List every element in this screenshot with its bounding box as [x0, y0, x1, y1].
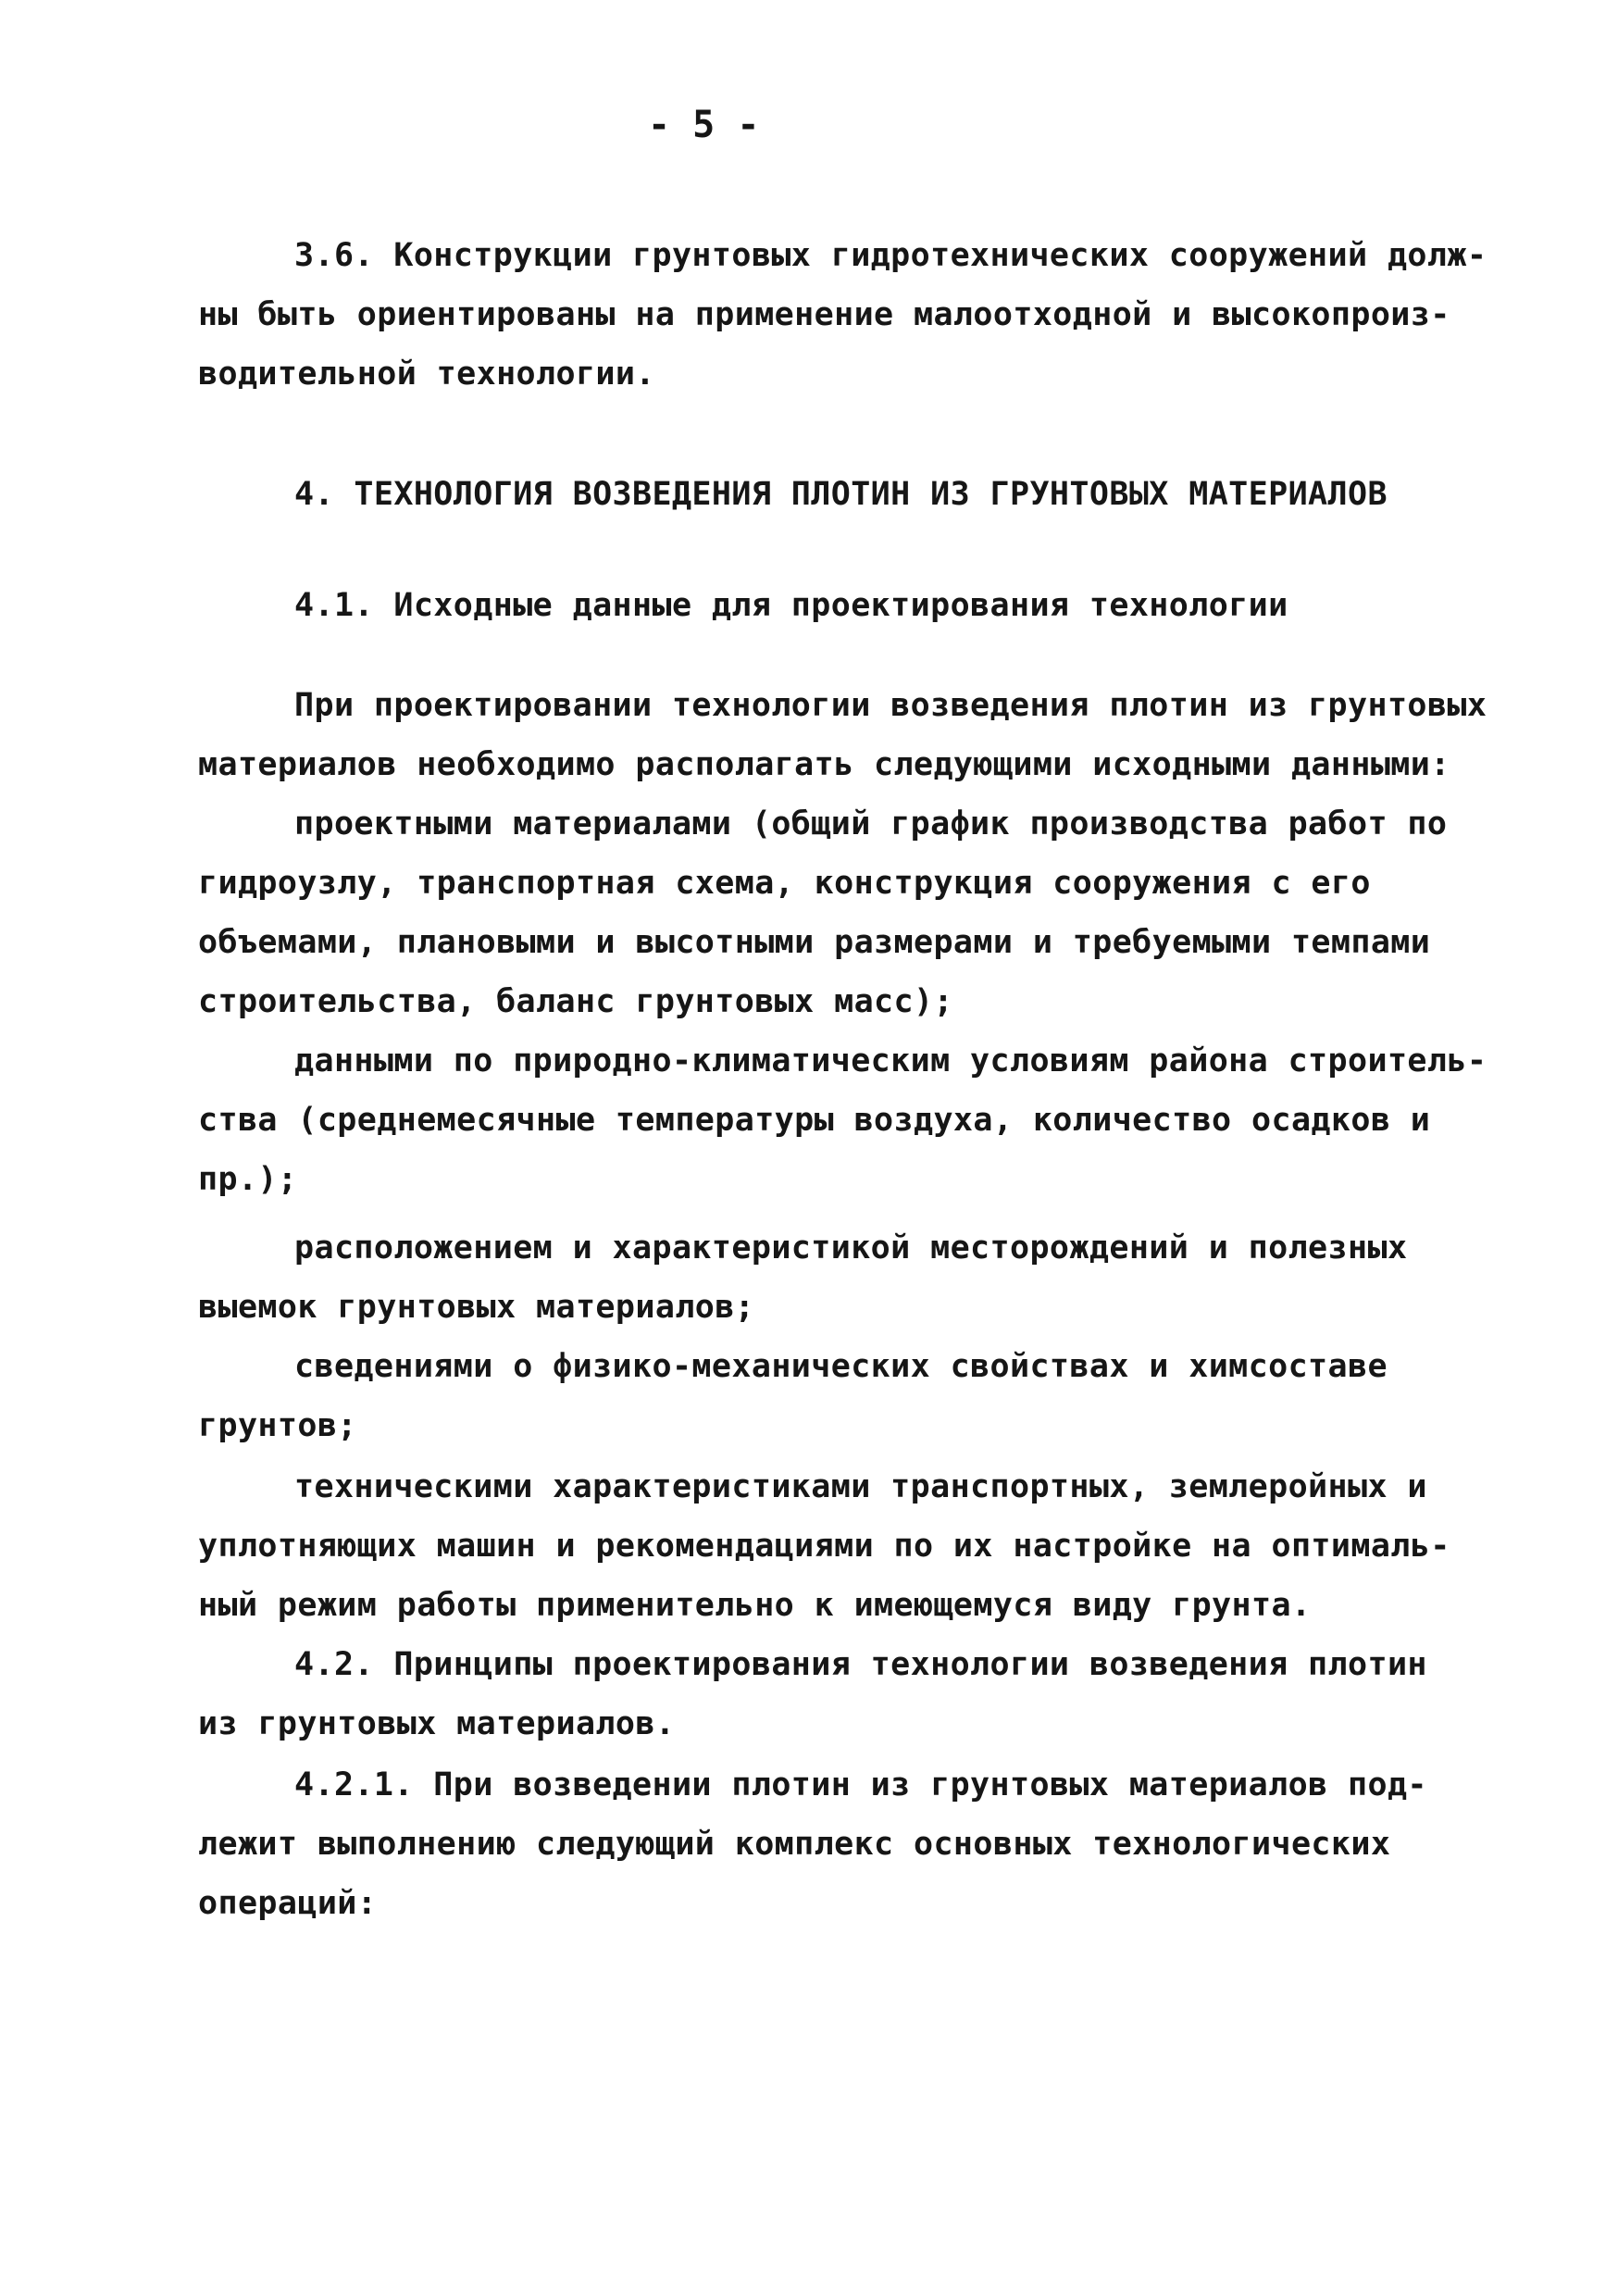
list-item-climate-data-line-1: данными по природно-климатическим условиям района строитель-: [294, 1042, 1487, 1079]
paragraph-3-6-line-3: водительной технологии.: [198, 356, 655, 393]
list-item-soil-properties-line-1: сведениями о физико-механических свойствах и химсоставе: [294, 1348, 1388, 1385]
list-item-soil-properties-line-2: грунтов;: [198, 1407, 357, 1444]
list-item-machines-line-1: техническими характеристиками транспортных, землеройных и: [294, 1468, 1427, 1505]
section-4-heading: 4. ТЕХНОЛОГИЯ ВОЗВЕДЕНИЯ ПЛОТИН ИЗ ГРУНТОВЫХ МАТЕРИАЛОВ: [294, 476, 1388, 513]
subsection-4-1-heading: 4.1. Исходные данные для проектирования технологии: [294, 587, 1288, 624]
paragraph-4-2-1-line-1: 4.2.1. При возведении плотин из грунтовых материалов под-: [294, 1766, 1427, 1803]
paragraph-3-6-line-2: ны быть ориентированы на применение малоотходной и высокопроиз-: [198, 296, 1450, 333]
paragraph-4-2-1-line-3: операций:: [198, 1885, 378, 1922]
paragraph-4-1-line-1: При проектировании технологии возведения плотин из грунтовых: [294, 687, 1487, 724]
list-item-project-materials-line-4: строительства, баланс грунтовых масс);: [198, 983, 953, 1020]
list-item-machines-line-2: уплотняющих машин и рекомендациями по их настройке на оптималь-: [198, 1528, 1450, 1565]
list-item-climate-data-line-2: ства (среднемесячные температуры воздуха, количество осадков и: [198, 1102, 1431, 1139]
subsection-4-2-line-2: из грунтовых материалов.: [198, 1705, 676, 1742]
list-item-deposits-line-2: выемок грунтовых материалов;: [198, 1289, 755, 1326]
page-number: - 5 -: [648, 104, 760, 146]
list-item-machines-line-3: ный режим работы применительно к имеющемуся виду грунта.: [198, 1587, 1312, 1624]
list-item-project-materials-line-1: проектными материалами (общий график производства работ по: [294, 805, 1448, 842]
paragraph-3-6-line-1: 3.6. Конструкции грунтовых гидротехнических сооружений долж-: [294, 237, 1487, 274]
list-item-deposits-line-1: расположением и характеристикой месторождений и полезных: [294, 1229, 1408, 1267]
list-item-climate-data-line-3: пр.);: [198, 1161, 298, 1198]
subsection-4-2-line-1: 4.2. Принципы проектирования технологии возведения плотин: [294, 1646, 1427, 1683]
paragraph-4-2-1-line-2: лежит выполнению следующий комплекс основных технологических: [198, 1826, 1391, 1863]
list-item-project-materials-line-3: объемами, плановыми и высотными размерами и требуемыми темпами: [198, 924, 1431, 961]
paragraph-4-1-line-2: материалов необходимо располагать следующими исходными данными:: [198, 746, 1450, 783]
list-item-project-materials-line-2: гидроузлу, транспортная схема, конструкция сооружения с его: [198, 865, 1371, 902]
